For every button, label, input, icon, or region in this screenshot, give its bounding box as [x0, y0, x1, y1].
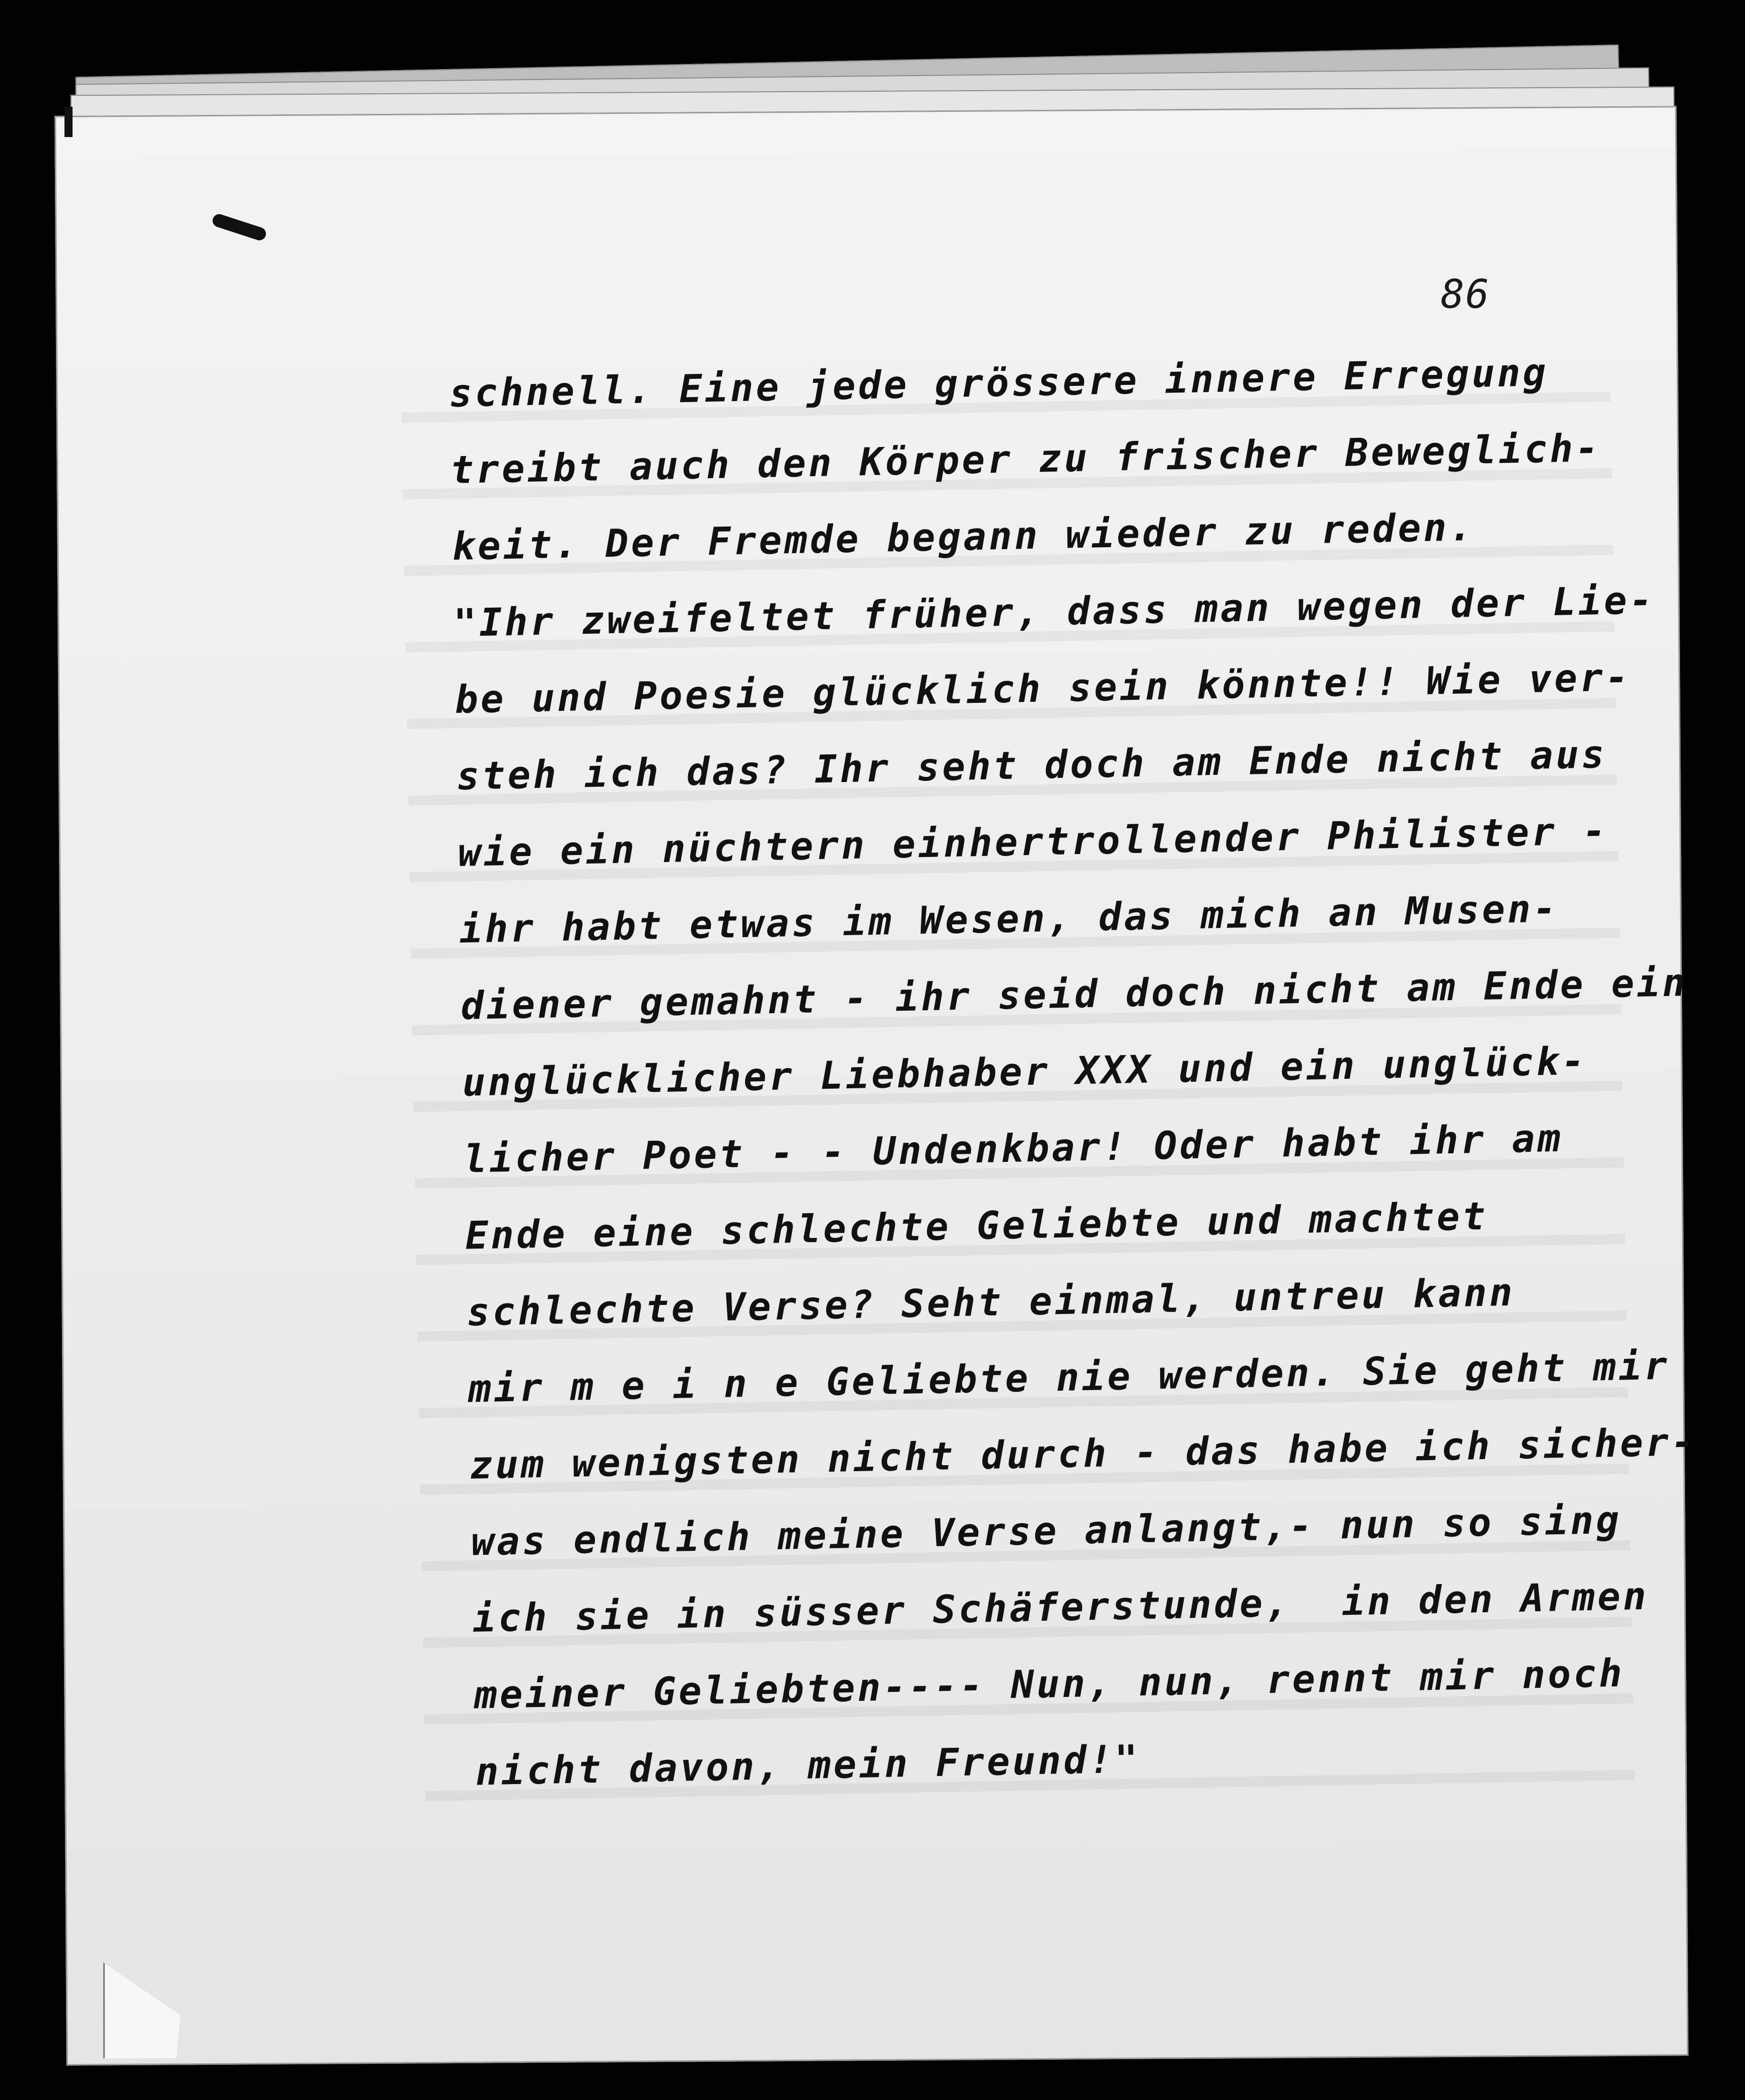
text-line: ich sie in süsser Schäferstunde, in den Armen — [472, 1573, 1649, 1641]
text-line: diener gemahnt - ihr seid doch nicht am Ende ein — [460, 959, 1689, 1028]
text-line: licher Poet - - Undenkbar! Oder habt ihr am — [463, 1115, 1564, 1182]
text-line: keit. Der Fremde begann wieder zu reden. — [451, 504, 1475, 569]
text-line: zum wenigsten nicht durch - das habe ich sicher- — [469, 1419, 1697, 1488]
text-line: mir m e i n e Geliebte nie werden. Sie geht mir — [467, 1343, 1670, 1411]
text-line: schnell. Eine jede grössere innere Erregung — [448, 350, 1549, 416]
text-line: be und Poesie glücklich sein könnte!! Wie ver- — [454, 654, 1632, 722]
text-line: steh ich das? Ihr seht doch am Ende nicht aus — [456, 732, 1607, 799]
text-line: treibt auch den Körper zu frischer Beweglich- — [450, 425, 1601, 492]
text-line: Ende eine schlechte Geliebte und machtet — [464, 1193, 1489, 1258]
body-text — [448, 332, 1697, 1810]
text-line: was endlich meine Verse anlangt,- nun so sing — [471, 1497, 1622, 1564]
text-line: nicht davon, mein Freund!" — [475, 1736, 1141, 1794]
text-line: wie ein nüchtern einhertrollender Philister - — [457, 808, 1609, 875]
text-line: schlechte Verse? Seht einmal, untreu kann — [466, 1269, 1515, 1335]
text-line: meiner Geliebten---- Nun, nun, rennt mir noch — [474, 1650, 1625, 1718]
text-line: unglücklicher Liebhaber XXX und ein unglück- — [461, 1038, 1588, 1105]
text-line: "Ihr zweifeltet früher, dass man wegen der Lie- — [453, 577, 1656, 645]
text-line: ihr habt etwas im Wesen, das mich an Musen- — [459, 885, 1559, 952]
page-number: 86 — [1441, 272, 1490, 317]
binding-mark — [64, 107, 73, 137]
